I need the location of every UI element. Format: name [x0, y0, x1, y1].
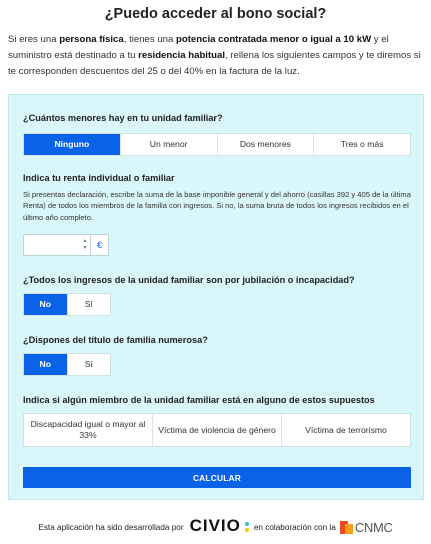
situation-option-gender-violence[interactable]: Víctima de violencia de género: [153, 414, 282, 446]
situations-question: Indica si algún miembro de la unidad familiar está en alguno de estos supuestos: [23, 395, 375, 405]
page-title: ¿Puedo acceder al bono social?: [104, 6, 327, 22]
civio-dots-icon: [245, 522, 249, 532]
situation-option-terrorism[interactable]: Víctima de terrorismo: [282, 414, 410, 446]
pension-selector: [23, 293, 111, 316]
pension-option-no[interactable]: No: [24, 294, 68, 315]
minors-selector: [23, 133, 411, 156]
calculate-button[interactable]: CALCULAR: [23, 467, 411, 488]
civio-logo[interactable]: CIVIO: [189, 516, 241, 535]
footer-middle: en colaboración con la: [253, 522, 336, 532]
minors-option-two[interactable]: Dos menores: [218, 134, 315, 155]
large-family-option-no[interactable]: No: [24, 354, 68, 375]
pension-option-yes[interactable]: Sí: [68, 294, 111, 315]
large-family-option-yes[interactable]: Sí: [68, 354, 111, 375]
large-family-selector: [23, 353, 111, 376]
pension-question: ¿Todos los ingresos de la unidad familiar son por jubilación o incapacidad?: [23, 275, 355, 285]
income-help: Si presentas declaración, escribe la suma de la base imponible general y del ahorro (casillas 392 y 405 de la última Renta) de todos los miembros de la familia con ingresos. Si no, la suma bruta de todos los ingresos recibidos en el último año completo.: [23, 190, 411, 222]
minors-option-none[interactable]: Ninguno: [24, 134, 121, 155]
cnmc-logo[interactable]: [340, 520, 393, 535]
minors-question: ¿Cuántos menores hay en tu unidad familiar?: [23, 113, 223, 123]
euro-icon: €: [91, 234, 109, 256]
cnmc-mark-icon: [340, 521, 353, 534]
form-panel: [8, 94, 424, 500]
situation-option-disability[interactable]: Discapacidad igual o mayor al 33%: [24, 414, 153, 446]
minors-option-one[interactable]: Un menor: [121, 134, 218, 155]
minors-option-three-plus[interactable]: Tres o más: [314, 134, 410, 155]
intro-text: Si eres una persona física, tienes una potencia contratada menor o igual a 10 kW y el suministro está destinado a tu residencia habitual, rellena los siguientes campos y te diremos si te corresponden descuentos del 25 o del 40% en la factura de la luz.: [8, 34, 421, 77]
large-family-question: ¿Dispones del título de familia numerosa?: [23, 335, 208, 345]
cnmc-text: CNMC: [354, 519, 393, 535]
spinner-icon[interactable]: ▲ ▼: [82, 238, 88, 251]
income-question: Indica tu renta individual o familiar: [23, 173, 175, 183]
situations-selector: [23, 413, 411, 447]
income-input[interactable]: [23, 234, 91, 256]
footer: [0, 516, 431, 538]
footer-prefix: Esta aplicación ha sido desarrollada por: [38, 522, 184, 532]
income-input-group: [23, 234, 109, 256]
